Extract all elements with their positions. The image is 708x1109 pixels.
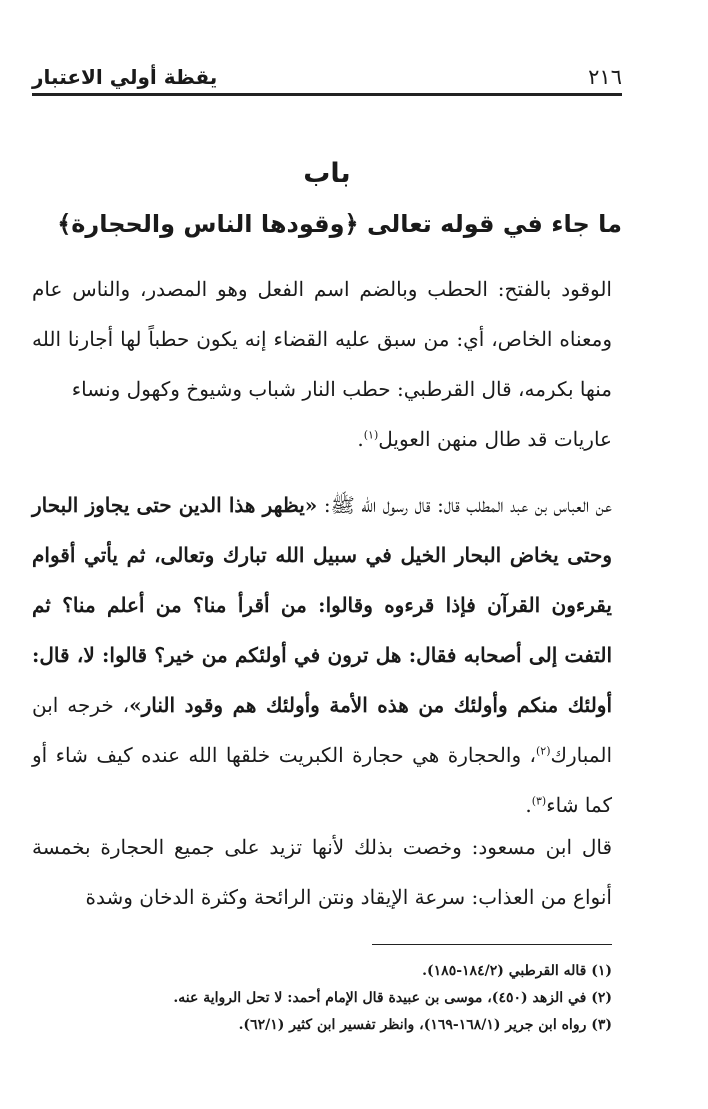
footnote-1: (١) قاله القرطبي (١٨٤/٢-١٨٥).: [422, 963, 612, 979]
footnote-ref-3[interactable]: (٣): [531, 794, 547, 808]
paragraph-1-text: الوقود بالفتح: الحطب وبالضم اسم الفعل وهو المصدر، والناس عام ومعناه الخاص، أي: من سبق عليه القضاء إنه يكون حطباً لها أجارنا الله منها بكرمه، قال القرطبي: حطب النار شباب وشيوخ وكهول ونساء: [32, 277, 612, 401]
running-header: [32, 58, 622, 96]
paragraph-2-rest: ، خرجه ابن المبارك: [32, 693, 612, 767]
paragraph-3-text: قال ابن مسعود: وخصت بذلك لأنها تزيد على جميع الحجارة بخمسة أنواع من العذاب: سرعة الإيقاد ونتن الرائحة وكثرة الدخان وشدة: [32, 835, 612, 909]
paragraph-1-end: عاريات قد طال منهن العويل$^{(١)}$.: [357, 427, 612, 451]
footnote-3: (٣) رواه ابن جرير (١٦٨/١-١٦٩)، وانظر تفسير ابن كثير (٦٢/١).: [238, 1017, 612, 1033]
footnote-2: (٢) في الزهد (٤٥٠)، موسى بن عبيدة قال الإمام أحمد: لا تحل الرواية عنه.: [173, 990, 612, 1006]
paragraph-1-end-text: عاريات قد طال منهن العويل: [378, 427, 612, 451]
chapter-label: باب: [303, 158, 351, 189]
footnotes: [32, 958, 612, 1039]
section-heading: ما جاء في قوله تعالى ﴿وقودها الناس والحجارة﴾: [57, 210, 622, 238]
paragraph-2-intro: عن العباس بن عبد المطلب قال: قال رسول الله ﷺ:: [317, 493, 612, 517]
footnote-divider: [372, 944, 612, 945]
book-title: يقظة أولي الاعتبار: [32, 65, 218, 89]
paragraph-2-tail: ، والحجارة هي حجارة الكبريت خلقها الله عنده كيف شاء أو كما شاء: [32, 743, 612, 817]
paragraph-2: عن العباس بن عبد المطلب قال: قال رسول الله ﷺ: «يظهر هذا الدين حتى يجاوز البحار وحتى يخاض البحار الخيل في سبيل الله تبارك وتعالى، ثم يأتي أقوام يقرءون القرآن فإذا قرءوه وقالوا: من أقرأ منا؟ من أعلم منا؟ ثم التفت إلى أصحابه فقال: هل ترون في أولئكم من خير؟ قالوا: لا، قال: أولئك منكم وأولئك من هذه الأمة وأولئك هم وقود النار»، خرجه ابن المبارك$^{(٢)}$، والحجارة هي حجارة الكبريت خلقها الله عنده كيف شاء أو كما شاء$^{(٣)}$.: [32, 493, 612, 817]
paragraph-1: [32, 264, 612, 416]
hadith-text: «يظهر هذا الدين حتى يجاوز البحار وحتى يخاض البحار الخيل في سبيل الله تبارك وتعالى، ثم يأتي أقوام يقرءون القرآن فإذا قرءوه وقالوا: من أقرأ منا؟ من أعلم منا؟ ثم التفت إلى أصحابه فقال: هل ترون في أولئكم من خير؟ قالوا: لا، قال: أولئك منكم وأولئك من هذه الأمة وأولئك هم وقود النار»: [32, 493, 612, 717]
footnote-ref-2[interactable]: (٢): [536, 744, 551, 758]
footnote-ref-1[interactable]: (١): [363, 428, 379, 442]
paragraph-3: [32, 822, 612, 922]
page-number: ٢١٦: [588, 65, 622, 89]
